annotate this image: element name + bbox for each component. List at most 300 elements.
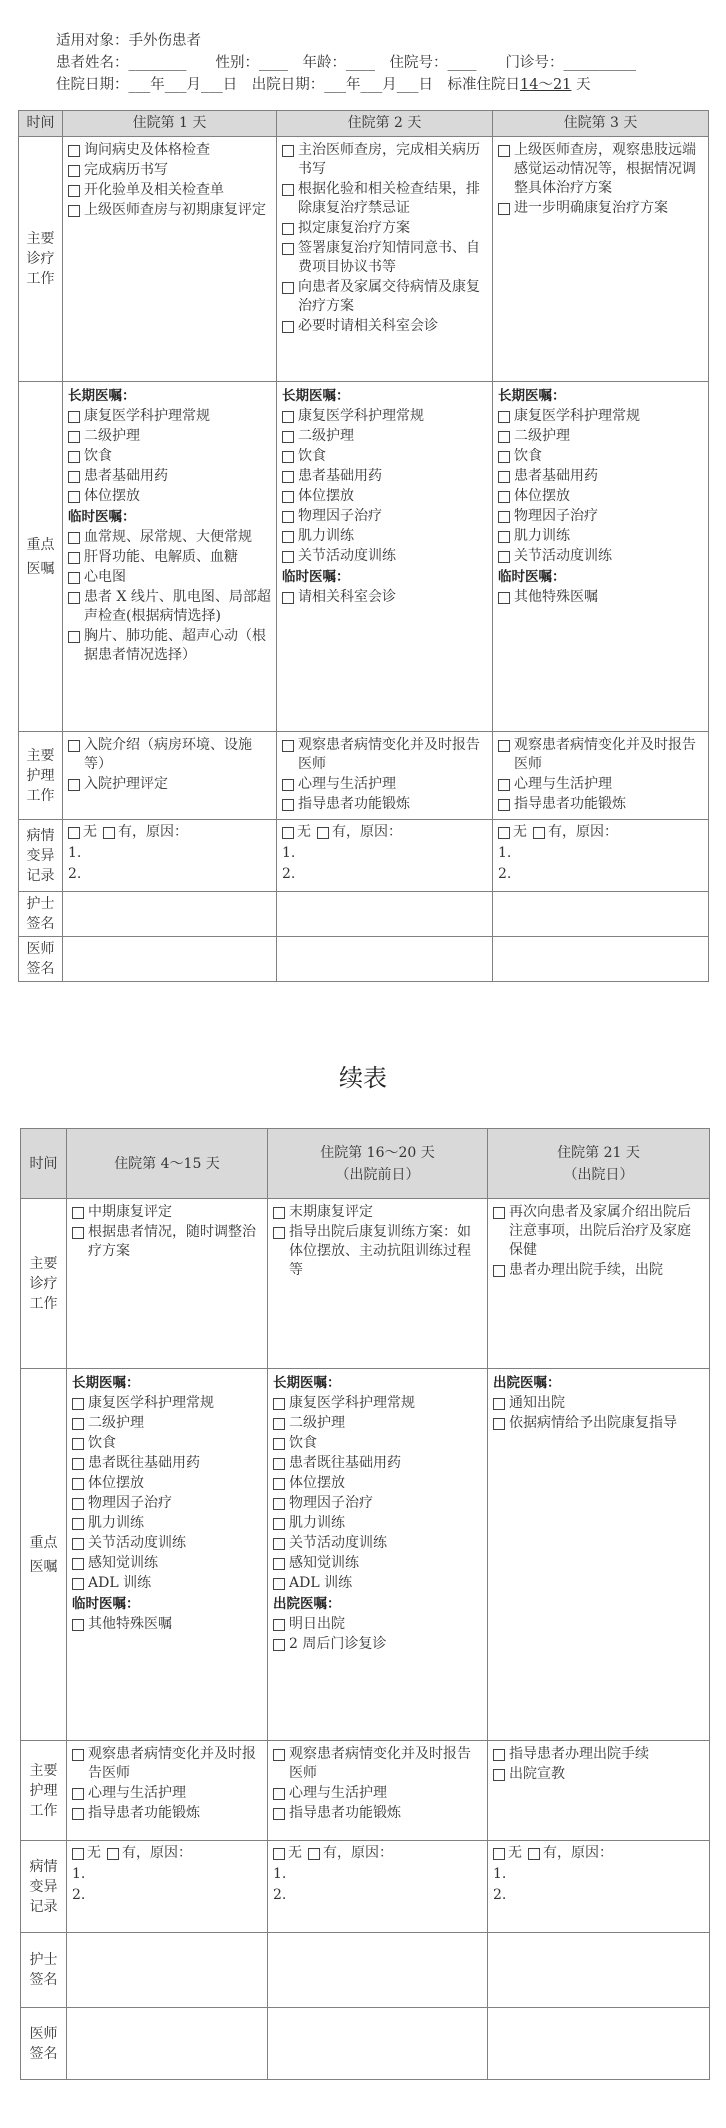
header-time: 时间 bbox=[21, 1129, 67, 1199]
checklist-item bbox=[273, 1474, 482, 1493]
checklist-item bbox=[68, 568, 271, 587]
checklist-item-text: 指导患者功能锻炼 bbox=[298, 796, 410, 812]
checklist-item-text: 心理与生活护理 bbox=[88, 1785, 186, 1801]
checklist-item-text: 明日出院 bbox=[289, 1616, 345, 1632]
checklist-item bbox=[68, 447, 271, 466]
checkbox[interactable] bbox=[282, 223, 294, 235]
checkbox[interactable] bbox=[103, 827, 115, 839]
checkbox[interactable] bbox=[498, 531, 510, 543]
variation-reason-line[interactable]: 2. bbox=[493, 1887, 507, 1903]
checkbox[interactable] bbox=[498, 551, 510, 563]
checkbox[interactable] bbox=[493, 1398, 505, 1410]
checkbox[interactable] bbox=[72, 1438, 84, 1450]
checklist-item-text: 依据病情给予出院康复指导 bbox=[509, 1415, 677, 1431]
variation-yes-option[interactable] bbox=[107, 1844, 192, 1863]
checkbox[interactable] bbox=[68, 827, 80, 839]
checklist-item bbox=[72, 1223, 262, 1261]
variation-yes-option[interactable] bbox=[533, 823, 618, 842]
checkbox[interactable] bbox=[72, 1788, 84, 1800]
checklist-item bbox=[493, 1261, 704, 1280]
checkbox[interactable] bbox=[68, 145, 80, 157]
row-label-doctor-signature: 医师签名 bbox=[21, 2008, 67, 2080]
long-term-orders-title: 长期医嘱： bbox=[72, 1375, 140, 1391]
checklist-item-text: 指导患者功能锻炼 bbox=[88, 1805, 200, 1821]
checkbox[interactable] bbox=[282, 551, 294, 563]
variation-yes-option[interactable] bbox=[103, 823, 188, 842]
cell-variation bbox=[277, 820, 493, 892]
checkbox[interactable] bbox=[282, 243, 294, 255]
checklist-item-text: 再次向患者及家属介绍出院后注意事项，出院后治疗及家庭保健 bbox=[509, 1204, 691, 1258]
checklist-item-text: 根据化验和相关检查结果，排除康复治疗禁忌证 bbox=[298, 181, 480, 216]
variation-reason-line[interactable]: 1. bbox=[493, 1866, 507, 1882]
checklist-item-text: ADL 训练 bbox=[88, 1575, 152, 1591]
temporary-orders-title: 临时医嘱： bbox=[498, 569, 566, 585]
checklist-item-text: 患者基础用药 bbox=[514, 468, 598, 484]
checkbox[interactable] bbox=[498, 145, 510, 157]
row-variation bbox=[21, 1841, 710, 1933]
row-orders bbox=[19, 382, 709, 732]
checklist-item-text: 根据患者情况，随时调整治疗方案 bbox=[88, 1224, 256, 1259]
checkbox[interactable] bbox=[68, 740, 80, 752]
checkbox[interactable] bbox=[282, 411, 294, 423]
checkbox[interactable] bbox=[282, 799, 294, 811]
variation-none-option[interactable] bbox=[68, 823, 97, 842]
row-label-orders: 重点医嘱 bbox=[19, 382, 63, 732]
checklist-item-text: 物理因子治疗 bbox=[298, 508, 382, 524]
checkbox[interactable] bbox=[273, 1558, 285, 1570]
checkbox[interactable] bbox=[282, 184, 294, 196]
checklist-item bbox=[68, 407, 271, 426]
checklist-item-text: 2 周后门诊复诊 bbox=[289, 1636, 387, 1652]
checkbox[interactable] bbox=[72, 1619, 84, 1631]
checkbox[interactable] bbox=[282, 471, 294, 483]
row-nurse-signature bbox=[21, 1933, 710, 2008]
checklist-item bbox=[273, 1434, 482, 1453]
checkbox[interactable] bbox=[282, 511, 294, 523]
checklist-item-text: 关节活动度训练 bbox=[298, 548, 396, 564]
checkbox[interactable] bbox=[72, 1749, 84, 1761]
checklist-item bbox=[68, 141, 271, 160]
checkbox[interactable] bbox=[273, 1848, 285, 1860]
checkbox[interactable] bbox=[498, 491, 510, 503]
checklist-item bbox=[68, 736, 271, 774]
checklist-item-text: 二级护理 bbox=[84, 428, 140, 444]
checklist-item bbox=[282, 487, 487, 506]
checklist-item-text: 饮食 bbox=[84, 448, 112, 464]
checklist-item bbox=[498, 467, 703, 486]
cell-orders bbox=[63, 382, 277, 732]
checklist-item bbox=[68, 588, 271, 626]
checklist-item bbox=[72, 1615, 262, 1634]
checklist-item-text: 必要时请相关科室会诊 bbox=[298, 318, 438, 334]
checklist-item-text: 上级医师查房，观察患肢远端感觉运动情况等，根据情况调整具体治疗方案 bbox=[514, 142, 696, 196]
checkbox[interactable] bbox=[498, 411, 510, 423]
checkbox[interactable] bbox=[107, 1848, 119, 1860]
checklist-item bbox=[498, 775, 703, 794]
checkbox[interactable] bbox=[273, 1227, 285, 1239]
checklist-item-text: 康复医学科护理常规 bbox=[289, 1395, 415, 1411]
checkbox[interactable] bbox=[282, 451, 294, 463]
variation-reason-line[interactable]: 1. bbox=[72, 1866, 86, 1882]
row-nurse-signature bbox=[19, 892, 709, 937]
checkbox[interactable] bbox=[273, 1498, 285, 1510]
checkbox[interactable] bbox=[273, 1207, 285, 1219]
nurse-signature-field[interactable] bbox=[493, 892, 709, 937]
checkbox[interactable] bbox=[72, 1418, 84, 1430]
checkbox[interactable] bbox=[68, 431, 80, 443]
checklist-item-text: 中期康复评定 bbox=[88, 1204, 172, 1220]
checkbox[interactable] bbox=[72, 1538, 84, 1550]
checklist-item-text: 体位摆放 bbox=[84, 488, 140, 504]
checkbox[interactable] bbox=[498, 511, 510, 523]
checkbox[interactable] bbox=[273, 1438, 285, 1450]
variation-reason-line[interactable]: 1. bbox=[273, 1866, 287, 1882]
checkbox[interactable] bbox=[72, 1458, 84, 1470]
long-term-orders-title: 长期医嘱： bbox=[498, 388, 566, 404]
variation-reason-line[interactable]: 2. bbox=[498, 866, 512, 882]
cell-nursing bbox=[268, 1741, 488, 1841]
variation-none-option[interactable] bbox=[282, 823, 311, 842]
checkbox[interactable] bbox=[493, 1769, 505, 1781]
checklist-item-text: 物理因子治疗 bbox=[514, 508, 598, 524]
checklist-item bbox=[493, 1745, 704, 1764]
checkbox[interactable] bbox=[498, 592, 510, 604]
variation-yes-option[interactable] bbox=[308, 1844, 393, 1863]
checklist-item-text: 指导出院后康复训练方案：如体位摆放、主动抗阻训练过程等 bbox=[289, 1224, 471, 1278]
variation-yes-option-label: 有，原因： bbox=[548, 824, 618, 840]
header-day-3: 住院第 3 天 bbox=[493, 111, 709, 137]
checkbox[interactable] bbox=[533, 827, 545, 839]
checklist-item bbox=[273, 1414, 482, 1433]
checkbox[interactable] bbox=[72, 1478, 84, 1490]
checklist-item bbox=[68, 775, 271, 794]
checklist-item-text: 心理与生活护理 bbox=[289, 1785, 387, 1801]
checkbox[interactable] bbox=[72, 1558, 84, 1570]
variation-reason-line[interactable]: 2. bbox=[273, 1887, 287, 1903]
row-label-nursing: 主要护理工作 bbox=[21, 1741, 67, 1841]
row-label-main-work: 主要诊疗工作 bbox=[19, 137, 63, 382]
checklist-item-text: 其他特殊医嘱 bbox=[514, 589, 598, 605]
checkbox[interactable] bbox=[273, 1398, 285, 1410]
checklist-item-text: 肌力训练 bbox=[289, 1515, 345, 1531]
variation-none-option[interactable] bbox=[493, 1844, 522, 1863]
checkbox[interactable] bbox=[68, 572, 80, 584]
checklist-item bbox=[282, 407, 487, 426]
doctor-signature-field[interactable] bbox=[277, 937, 493, 982]
checkbox[interactable] bbox=[282, 740, 294, 752]
variation-none-option[interactable] bbox=[273, 1844, 302, 1863]
checkbox[interactable] bbox=[273, 1418, 285, 1430]
checkbox[interactable] bbox=[273, 1478, 285, 1490]
checklist-item bbox=[72, 1804, 262, 1823]
checklist-item bbox=[493, 1765, 704, 1784]
doctor-signature-field[interactable] bbox=[67, 2008, 268, 2080]
variation-none-option[interactable] bbox=[498, 823, 527, 842]
temporary-orders-title: 临时医嘱： bbox=[282, 569, 350, 585]
variation-reason-line[interactable]: 2. bbox=[68, 866, 82, 882]
checkbox[interactable] bbox=[282, 779, 294, 791]
cell-orders bbox=[67, 1369, 268, 1741]
variation-yes-option-label: 有，原因： bbox=[323, 1845, 393, 1861]
cell-nursing bbox=[277, 732, 493, 820]
checkbox[interactable] bbox=[528, 1848, 540, 1860]
variation-none-option[interactable] bbox=[72, 1844, 101, 1863]
checklist-item-text: 肌力训练 bbox=[298, 528, 354, 544]
variation-none-option-label: 无 bbox=[87, 1845, 101, 1861]
checkbox[interactable] bbox=[68, 205, 80, 217]
checkbox[interactable] bbox=[493, 1207, 505, 1219]
checklist-item bbox=[68, 161, 271, 180]
cell-variation bbox=[488, 1841, 710, 1933]
table-header-row bbox=[19, 111, 709, 137]
discharge-orders-title: 出院医嘱： bbox=[493, 1375, 561, 1391]
header-day-16-20: 住院第 16～20 天 （出院前日） bbox=[268, 1129, 488, 1199]
checkbox[interactable] bbox=[282, 431, 294, 443]
cell-nursing bbox=[67, 1741, 268, 1841]
checkbox[interactable] bbox=[282, 491, 294, 503]
checklist-item-text: 其他特殊医嘱 bbox=[88, 1616, 172, 1632]
checklist-item-text: 患者既往基础用药 bbox=[88, 1455, 200, 1471]
cell-main-work bbox=[63, 137, 277, 382]
checklist-item-text: 心电图 bbox=[84, 569, 126, 585]
checkbox[interactable] bbox=[498, 740, 510, 752]
checkbox[interactable] bbox=[273, 1538, 285, 1550]
row-main-work bbox=[21, 1199, 710, 1369]
checkbox[interactable] bbox=[72, 1227, 84, 1239]
checkbox[interactable] bbox=[498, 431, 510, 443]
variation-reason-line[interactable]: 1. bbox=[282, 845, 296, 861]
checkbox[interactable] bbox=[273, 1808, 285, 1820]
checkbox[interactable] bbox=[68, 471, 80, 483]
checklist-item bbox=[273, 1635, 482, 1654]
header-day-1: 住院第 1 天 bbox=[63, 111, 277, 137]
checklist-item-text: 心理与生活护理 bbox=[514, 776, 612, 792]
checkbox[interactable] bbox=[72, 1518, 84, 1530]
variation-yes-option-label: 有，原因： bbox=[332, 824, 402, 840]
checklist-item bbox=[68, 627, 271, 665]
checkbox[interactable] bbox=[72, 1578, 84, 1590]
cell-nursing bbox=[493, 732, 709, 820]
checkbox[interactable] bbox=[72, 1808, 84, 1820]
checkbox[interactable] bbox=[68, 779, 80, 791]
checklist-item-text: 肝肾功能、电解质、血糖 bbox=[84, 549, 238, 565]
checklist-item-text: 关节活动度训练 bbox=[514, 548, 612, 564]
checkbox[interactable] bbox=[273, 1788, 285, 1800]
checklist-item bbox=[68, 487, 271, 506]
checklist-item bbox=[273, 1223, 482, 1280]
row-label-nurse-signature: 护士签名 bbox=[19, 892, 63, 937]
variation-options bbox=[498, 823, 703, 842]
checklist-item-text: 观察患者病情变化并及时报告医师 bbox=[514, 737, 696, 772]
checklist-item-text: 上级医师查房与初期康复评定 bbox=[84, 202, 266, 218]
checklist-item bbox=[72, 1745, 262, 1783]
checklist-item bbox=[493, 1203, 704, 1260]
checklist-item-text: 通知出院 bbox=[509, 1395, 565, 1411]
checklist-item bbox=[273, 1615, 482, 1634]
checklist-item-text: 物理因子治疗 bbox=[88, 1495, 172, 1511]
checklist-item bbox=[498, 427, 703, 446]
checklist-item bbox=[282, 527, 487, 546]
row-main-work bbox=[19, 137, 709, 382]
variation-none-option-label: 无 bbox=[297, 824, 311, 840]
checkbox[interactable] bbox=[317, 827, 329, 839]
checklist-item bbox=[273, 1784, 482, 1803]
checklist-item bbox=[72, 1474, 262, 1493]
nurse-signature-field[interactable] bbox=[63, 892, 277, 937]
checklist-item bbox=[68, 201, 271, 220]
checklist-item-text: 完成病历书写 bbox=[84, 162, 168, 178]
checklist-item-text: 患者 X 线片、肌电图、局部超声检查(根据病情选择) bbox=[84, 589, 271, 624]
variation-yes-option[interactable] bbox=[317, 823, 402, 842]
checkbox[interactable] bbox=[493, 1749, 505, 1761]
checklist-item-text: 二级护理 bbox=[514, 428, 570, 444]
checklist-item-text: 患者基础用药 bbox=[84, 468, 168, 484]
checklist-item-text: 体位摆放 bbox=[289, 1475, 345, 1491]
checklist-item-text: 请相关科室会诊 bbox=[298, 589, 396, 605]
checklist-item-text: 出院宣教 bbox=[509, 1766, 565, 1782]
standard-stay-days: 14～21 bbox=[520, 77, 572, 93]
checkbox[interactable] bbox=[273, 1518, 285, 1530]
row-orders bbox=[21, 1369, 710, 1741]
variation-none-option-label: 无 bbox=[513, 824, 527, 840]
checkbox[interactable] bbox=[498, 451, 510, 463]
checklist-item-text: 向患者及家属交待病情及康复治疗方案 bbox=[298, 279, 480, 314]
checkbox[interactable] bbox=[68, 592, 80, 604]
checklist-item bbox=[498, 547, 703, 566]
checklist-item bbox=[282, 795, 487, 814]
checklist-item-text: 患者基础用药 bbox=[298, 468, 382, 484]
checklist-item bbox=[72, 1434, 262, 1453]
checkbox[interactable] bbox=[72, 1498, 84, 1510]
checkbox[interactable] bbox=[498, 779, 510, 791]
checkbox[interactable] bbox=[498, 827, 510, 839]
nurse-signature-field[interactable] bbox=[268, 1933, 488, 2008]
checkbox[interactable] bbox=[68, 451, 80, 463]
checklist-item-text: 康复医学科护理常规 bbox=[88, 1395, 214, 1411]
checklist-item bbox=[72, 1514, 262, 1533]
checkbox[interactable] bbox=[68, 165, 80, 177]
checkbox[interactable] bbox=[273, 1749, 285, 1761]
checkbox[interactable] bbox=[68, 411, 80, 423]
checklist-item-text: 肌力训练 bbox=[88, 1515, 144, 1531]
checklist-item bbox=[68, 528, 271, 547]
checkbox[interactable] bbox=[72, 1207, 84, 1219]
checklist-item bbox=[282, 547, 487, 566]
cell-main-work bbox=[488, 1199, 710, 1369]
checklist-item-text: 胸片、肺功能、超声心动（根据患者情况选择） bbox=[84, 628, 266, 663]
admission-dates-text: 住院日期：___年___月___日 出院日期：___年___月___日 标准住院日 bbox=[56, 77, 520, 93]
row-variation bbox=[19, 820, 709, 892]
cell-main-work bbox=[493, 137, 709, 382]
variation-options bbox=[68, 823, 271, 842]
checklist-item bbox=[72, 1574, 262, 1593]
checkbox[interactable] bbox=[493, 1265, 505, 1277]
checklist-item bbox=[273, 1804, 482, 1823]
checklist-item-text: 签署康复治疗知情同意书、自费项目协议书等 bbox=[298, 240, 480, 275]
checkbox[interactable] bbox=[282, 827, 294, 839]
checkbox[interactable] bbox=[273, 1458, 285, 1470]
checkbox[interactable] bbox=[493, 1848, 505, 1860]
checklist-item-text: 询问病史及体格检查 bbox=[84, 142, 210, 158]
checkbox[interactable] bbox=[72, 1848, 84, 1860]
doctor-signature-field[interactable] bbox=[63, 937, 277, 982]
variation-yes-option-label: 有，原因： bbox=[122, 1845, 192, 1861]
checkbox[interactable] bbox=[282, 321, 294, 333]
nurse-signature-field[interactable] bbox=[277, 892, 493, 937]
checklist-item-text: ADL 训练 bbox=[289, 1575, 353, 1591]
checkbox[interactable] bbox=[68, 631, 80, 643]
table-header-row bbox=[21, 1129, 710, 1199]
checklist-item bbox=[68, 548, 271, 567]
checklist-item-text: 开化验单及相关检查单 bbox=[84, 182, 224, 198]
variation-reason-line[interactable]: 2. bbox=[72, 1887, 86, 1903]
checklist-item-text: 指导患者功能锻炼 bbox=[514, 796, 626, 812]
checklist-item bbox=[273, 1203, 482, 1222]
checkbox[interactable] bbox=[68, 491, 80, 503]
cell-orders bbox=[488, 1369, 710, 1741]
row-doctor-signature bbox=[19, 937, 709, 982]
variation-reason-line[interactable]: 1. bbox=[498, 845, 512, 861]
checklist-item bbox=[498, 588, 703, 607]
doctor-signature-field[interactable] bbox=[488, 2008, 710, 2080]
checklist-item-text: 二级护理 bbox=[289, 1415, 345, 1431]
checklist-item bbox=[282, 507, 487, 526]
checkbox[interactable] bbox=[498, 799, 510, 811]
checkbox[interactable] bbox=[493, 1418, 505, 1430]
checklist-item-text: 体位摆放 bbox=[514, 488, 570, 504]
variation-none-option-label: 无 bbox=[83, 824, 97, 840]
cell-orders bbox=[493, 382, 709, 732]
nurse-signature-field[interactable] bbox=[488, 1933, 710, 2008]
checkbox[interactable] bbox=[72, 1398, 84, 1410]
row-label-nursing: 主要护理工作 bbox=[19, 732, 63, 820]
checklist-item bbox=[498, 447, 703, 466]
checkbox[interactable] bbox=[273, 1619, 285, 1631]
checkbox[interactable] bbox=[273, 1639, 285, 1651]
checklist-item-text: 康复医学科护理常规 bbox=[84, 408, 210, 424]
checklist-item-text: 患者既往基础用药 bbox=[289, 1455, 401, 1471]
checklist-item-text: 饮食 bbox=[88, 1435, 116, 1451]
checkbox[interactable] bbox=[68, 532, 80, 544]
checkbox[interactable] bbox=[68, 185, 80, 197]
checkbox[interactable] bbox=[282, 282, 294, 294]
checklist-item bbox=[498, 507, 703, 526]
checkbox[interactable] bbox=[282, 592, 294, 604]
checklist-item-text: 关节活动度训练 bbox=[289, 1535, 387, 1551]
checklist-item-text: 血常规、尿常规、大便常规 bbox=[84, 529, 252, 545]
checkbox[interactable] bbox=[282, 531, 294, 543]
checklist-item-text: 末期康复评定 bbox=[289, 1204, 373, 1220]
variation-reason-line[interactable]: 1. bbox=[68, 845, 82, 861]
checkbox[interactable] bbox=[498, 203, 510, 215]
checkbox[interactable] bbox=[308, 1848, 320, 1860]
row-label-variation: 病情变异记录 bbox=[21, 1841, 67, 1933]
nurse-signature-field[interactable] bbox=[67, 1933, 268, 2008]
variation-yes-option[interactable] bbox=[528, 1844, 613, 1863]
variation-yes-option-label: 有，原因： bbox=[543, 1845, 613, 1861]
doctor-signature-field[interactable] bbox=[493, 937, 709, 982]
checkbox[interactable] bbox=[282, 145, 294, 157]
checklist-item-text: 患者办理出院手续，出院 bbox=[509, 1262, 663, 1278]
checkbox[interactable] bbox=[68, 552, 80, 564]
checkbox[interactable] bbox=[498, 471, 510, 483]
variation-reason-line[interactable]: 2. bbox=[282, 866, 296, 882]
doctor-signature-field[interactable] bbox=[268, 2008, 488, 2080]
checklist-item bbox=[282, 775, 487, 794]
checkbox[interactable] bbox=[273, 1578, 285, 1590]
temporary-orders-title: 临时医嘱： bbox=[68, 509, 136, 525]
checklist-item bbox=[68, 181, 271, 200]
